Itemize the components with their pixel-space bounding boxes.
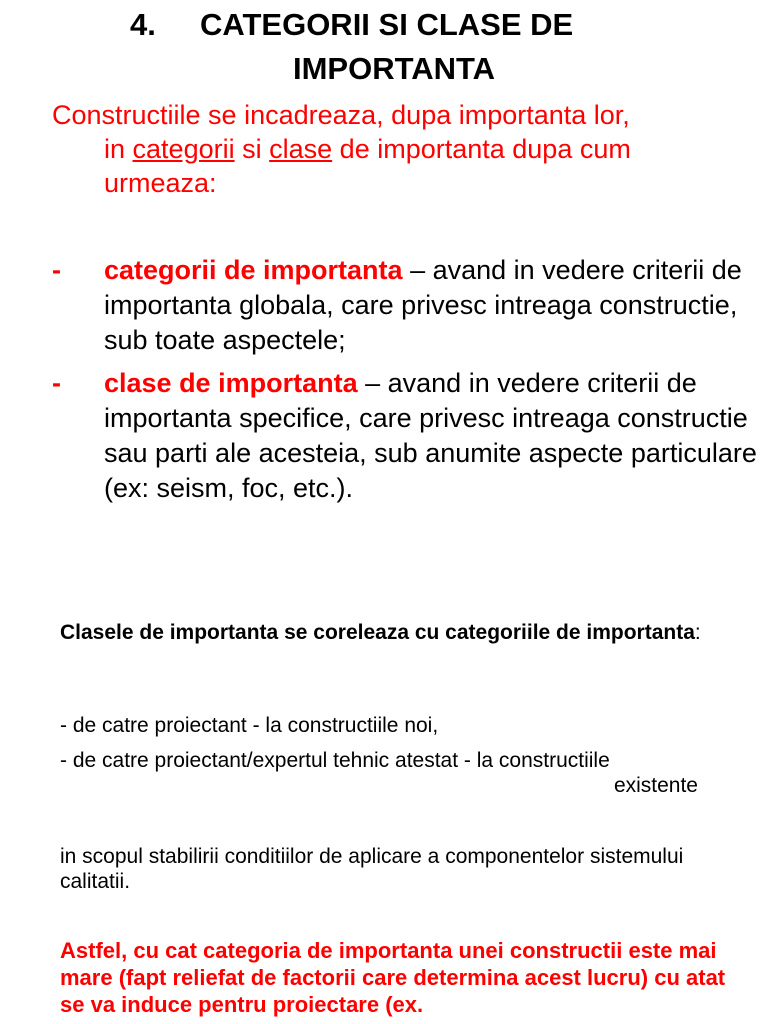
bullet-text: – avand in vedere criterii de importanta specifice, care privesc intreaga constructie sau parti ale acesteia, sub anumite aspecte particulare (ex: seism, foc, etc.). — [104, 368, 757, 503]
intro-rest: de importanta dupa cum — [339, 134, 631, 164]
correlation-heading — [60, 620, 750, 645]
intro-in: in — [104, 134, 126, 164]
bullet-dash: - — [52, 255, 61, 285]
intro-line-1: Constructiile se incadreaza, dupa importanta lor, — [52, 100, 630, 130]
astfel-paragraph: Astfel, cu cat categoria de importanta unei constructii este mai mare (fapt reliefat de factorii care determina acest lucru) cu atat se va induce pentru proiectare (ex. — [60, 938, 726, 1017]
correlation-colon: : — [694, 621, 701, 644]
bullet-dash: - — [52, 368, 61, 398]
correlation-item-existing-text: - de catre proiectant/expertul tehnic atestat - la constructiile — [60, 749, 610, 772]
bullet-term: categorii de importanta — [104, 255, 403, 285]
bullet-term: clase de importanta — [104, 368, 358, 398]
correlation-item-existing — [60, 748, 750, 798]
correlation-item-existing-end: existente — [613, 774, 698, 797]
intro-line-2 — [52, 132, 752, 166]
intro-categorii: categorii — [132, 134, 235, 164]
intro-clase: clase — [269, 134, 333, 164]
bullet-text: – avand in vedere criterii de importanta globala, care privesc intreaga constructie, sub toate aspectele; — [104, 255, 742, 355]
purpose-paragraph: in scopul stabilirii conditiilor de aplicare a componentelor sistemului calitatii. — [60, 845, 684, 893]
title-line-1: CATEGORII SI CLASE DE — [200, 7, 574, 42]
intro-si: si — [242, 134, 262, 164]
section-number: 4. — [130, 7, 156, 42]
title-line-2: IMPORTANTA — [293, 51, 496, 86]
intro-line-3: urmeaza: — [104, 168, 217, 198]
intro-paragraph — [52, 98, 752, 200]
correlation-item-new: - de catre proiectant - la constructiile noi, — [60, 714, 439, 737]
correlation-bold: Clasele de importanta se coreleaza cu categoriile de importanta — [60, 621, 695, 644]
